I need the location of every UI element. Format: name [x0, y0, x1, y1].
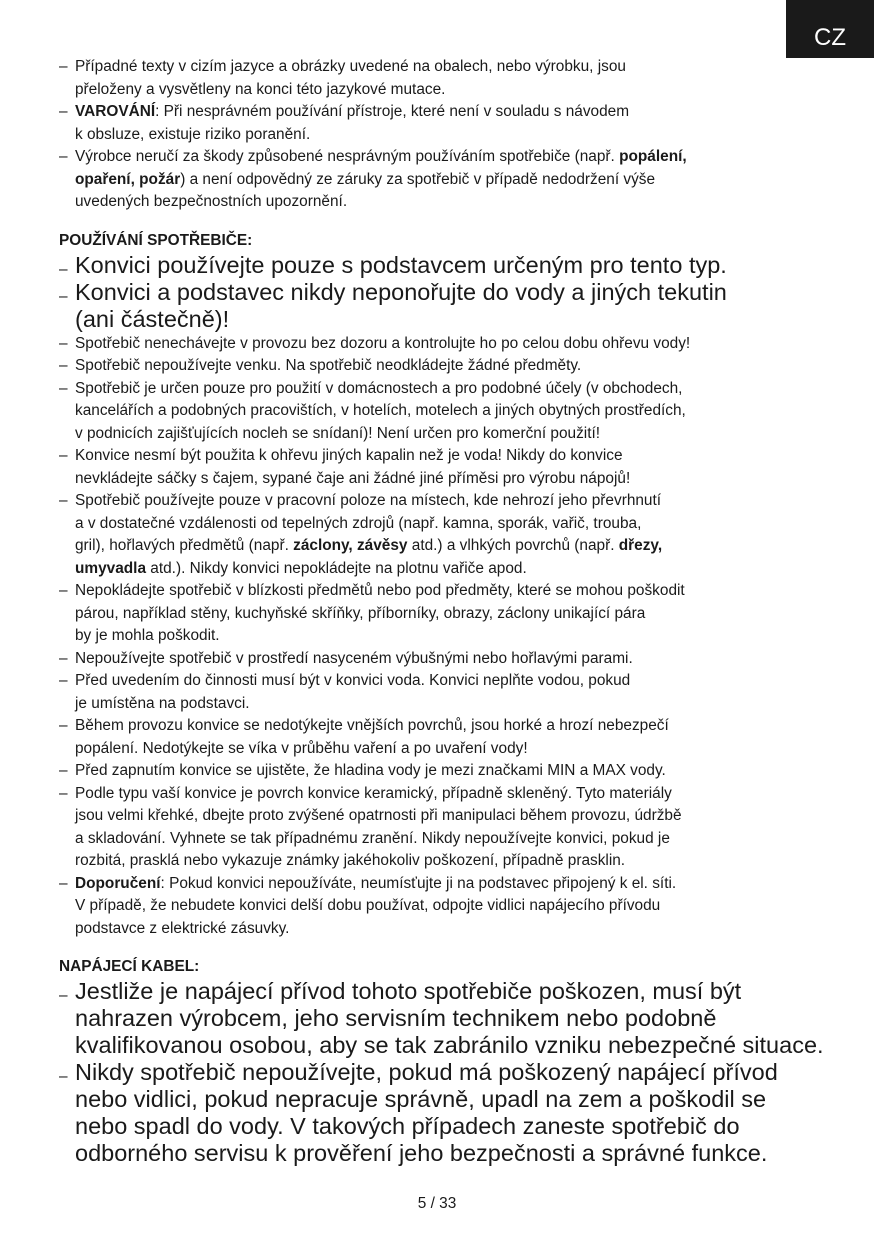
item-line: Nepokládejte spotřebič v blízkosti předmětů nebo pod předměty, které se mohou poškodit — [75, 582, 685, 599]
item-line: Nikdy spotřebič nepoužívejte, pokud má poškozený napájecí přívod — [75, 1059, 778, 1085]
list-item — [59, 783, 839, 873]
language-tab: CZ — [786, 0, 874, 58]
list-item — [59, 648, 839, 671]
item-line: nevkládejte sáčky s čajem, sypané čaje ani žádné jiné příměsi pro výrobu nápojů! — [75, 469, 631, 487]
dash-bullet: – — [59, 784, 68, 802]
item-line: a skladování. Vyhnete se tak případnému zranění. Nikdy nepoužívejte konvici, pokud je — [75, 829, 670, 847]
dash-bullet: – — [59, 357, 68, 374]
item-bold: dřezy, — [618, 537, 663, 554]
item-text: atd.). Nikdy konvici nepokládejte na plotnu vařiče apod. — [146, 559, 527, 577]
item-line: párou, například stěny, kuchyňské skříňky, příborníky, obrazy, záclony unikající pára — [75, 604, 646, 622]
item-line: Nepoužívejte spotřebič v prostředí nasyceném výbušnými nebo hořlavými parami. — [75, 649, 633, 667]
dash-bullet: – — [59, 103, 68, 120]
item-text: Výrobce neručí za škody způsobené nesprávným používáním spotřebiče (např. — [75, 148, 620, 165]
list-item-large — [59, 252, 839, 279]
item-text: gril), hořlavých předmětů (např. — [75, 537, 294, 554]
list-item — [59, 378, 839, 446]
section-heading-usage: POUŽÍVÁNÍ SPOTŘEBIČE: — [59, 231, 253, 249]
dash-bullet: – — [59, 672, 68, 689]
list-item-large — [59, 1059, 839, 1167]
item-line: nebo spadl do vody. V takových případech zaneste spotřebič do — [75, 1113, 740, 1139]
dash-bullet: – — [59, 987, 68, 1004]
list-item-recommendation — [59, 873, 839, 941]
item-line: V případě, že nebudete konvici delší dobu používat, odpojte vidlici napájecího přívodu — [75, 897, 661, 914]
item-text: atd.) a vlhkých povrchů (např. — [407, 537, 619, 554]
list-item — [59, 715, 839, 760]
dash-bullet: – — [59, 582, 68, 599]
item-line: Konvici používejte pouze s podstavcem určeným pro tento typ. — [75, 251, 727, 278]
dash-bullet: – — [59, 1068, 68, 1085]
item-line: kancelářích a podobných pracovištích, v hotelích, motelech a jiných obytných prostředích, — [75, 402, 686, 419]
item-line: by je mohla poškodit. — [75, 627, 220, 644]
item-line: Během provozu konvice se nedotýkejte vnějších povrchů, jsou horké a hrozí nebezpečí — [75, 717, 669, 734]
page-total: 33 — [439, 1195, 457, 1212]
dash-bullet: – — [59, 492, 68, 509]
dash-bullet: – — [59, 762, 68, 779]
item-line: podstavce z elektrické zásuvky. — [75, 919, 290, 937]
list-item — [59, 56, 839, 101]
item-line: Spotřebič nenechávejte v provozu bez dozoru a kontrolujte ho po celou dobu ohřevu vody! — [75, 334, 691, 352]
item-line: Před uvedením do činnosti musí být v konvici voda. Konvici neplňte vodou, pokud — [75, 672, 631, 689]
item-line: popálení. Nedotýkejte se víka v průběhu vaření a po uvaření vody! — [75, 739, 528, 757]
list-item — [59, 580, 839, 648]
recommendation-label: Doporučení — [75, 874, 161, 892]
page-current: 5 — [417, 1195, 427, 1212]
page-content — [59, 56, 839, 1167]
list-item-placement — [59, 490, 839, 580]
list-item-warning — [59, 101, 839, 146]
item-line: nebo vidlici, pokud nepracuje správně, upadl na zem a poškodil se — [75, 1086, 767, 1112]
item-line: a v dostatečné vzdálenosti od tepelných zdrojů (např. kamna, sporák, vařič, trouba, — [75, 514, 642, 532]
item-line: kvalifikovanou osobou, aby se tak zabránilo vzniku nebezpečné situace. — [75, 1032, 824, 1058]
item-text: ) a není odpovědný ze záruky za spotřebič v případě nedodržení výše — [180, 170, 656, 188]
list-item — [59, 333, 839, 356]
item-line: přeloženy a vysvětleny na konci této jazykové mutace. — [75, 80, 446, 98]
item-line: k obsluze, existuje riziko poranění. — [75, 125, 311, 143]
item-line: Spotřebič nepoužívejte venku. Na spotřebič neodkládejte žádné předměty. — [75, 357, 582, 374]
dash-bullet: – — [59, 649, 68, 667]
dash-bullet: – — [59, 58, 68, 75]
list-item — [59, 445, 839, 490]
item-line: je umístěna na podstavci. — [75, 694, 250, 712]
item-line: Před zapnutím konvice se ujistěte, že hladina vody je mezi značkami MIN a MAX vody. — [75, 762, 666, 779]
list-item-large — [59, 978, 839, 1059]
section-heading-cable: NAPÁJECÍ KABEL: — [59, 958, 200, 975]
item-line: v podnicích zajišťujících nocleh se snídaní)! Není určen pro komerční použití! — [75, 424, 601, 442]
item-line: : Při nesprávném používání přístroje, které není v souladu s návodem — [155, 103, 630, 120]
dash-bullet: – — [59, 260, 68, 278]
list-item — [59, 670, 839, 715]
dash-bullet: – — [59, 874, 68, 892]
dash-bullet: – — [59, 379, 68, 397]
dash-bullet: – — [59, 717, 68, 734]
spacer — [59, 940, 839, 956]
item-line: Konvice nesmí být použita k ohřevu jiných kapalin než je voda! Nikdy do konvice — [75, 447, 623, 464]
item-bold: opaření, požár — [75, 170, 181, 188]
item-line: Podle typu vaší konvice je povrch konvice keramický, případně skleněný. Tyto materiály — [75, 784, 672, 802]
page-number — [0, 1195, 874, 1213]
item-bold: záclony, závěsy — [293, 537, 408, 554]
dash-bullet: – — [59, 447, 68, 464]
item-bold: popálení, — [619, 148, 687, 165]
page-separator: / — [430, 1195, 435, 1212]
dash-bullet: – — [59, 287, 68, 305]
item-line: Konvici a podstavec nikdy neponořujte do vody a jiných tekutin — [75, 278, 727, 305]
list-item-liability — [59, 146, 839, 214]
spacer — [59, 214, 839, 230]
warning-label: VAROVÁNÍ — [75, 103, 156, 120]
item-line: rozbitá, prasklá nebo vykazuje známky jakéhokoliv poškození, případně prasklin. — [75, 852, 626, 869]
dash-bullet: – — [59, 148, 68, 165]
dash-bullet: – — [59, 334, 68, 352]
item-line: Spotřebič je určen pouze pro použití v domácnostech a pro podobné účely (v obchodech, — [75, 379, 683, 397]
item-line: (ani částečně)! — [75, 305, 230, 332]
item-line: uvedených bezpečnostních upozornění. — [75, 193, 348, 210]
item-line: : Pokud konvici nepoužíváte, neumísťujte ji na podstavec připojený k el. síti. — [160, 874, 677, 892]
list-item — [59, 760, 839, 783]
list-item-large — [59, 279, 839, 333]
item-line: Jestliže je napájecí přívod tohoto spotřebiče poškozen, musí být — [75, 978, 742, 1004]
item-line: Případné texty v cizím jazyce a obrázky uvedené na obalech, nebo výrobku, jsou — [75, 58, 626, 75]
item-line: odborného servisu k prověření jeho bezpečnosti a správné funkce. — [75, 1140, 768, 1166]
item-bold: umyvadla — [75, 559, 147, 577]
item-line: nahrazen výrobcem, jeho servisním technikem nebo podobně — [75, 1005, 717, 1031]
item-line: Spotřebič používejte pouze v pracovní poloze na místech, kde nehrozí jeho převrhnutí — [75, 492, 662, 509]
list-item — [59, 355, 839, 378]
item-line: jsou velmi křehké, dbejte proto zvýšené opatrnosti při manipulaci během provozu, údržbě — [75, 807, 682, 824]
